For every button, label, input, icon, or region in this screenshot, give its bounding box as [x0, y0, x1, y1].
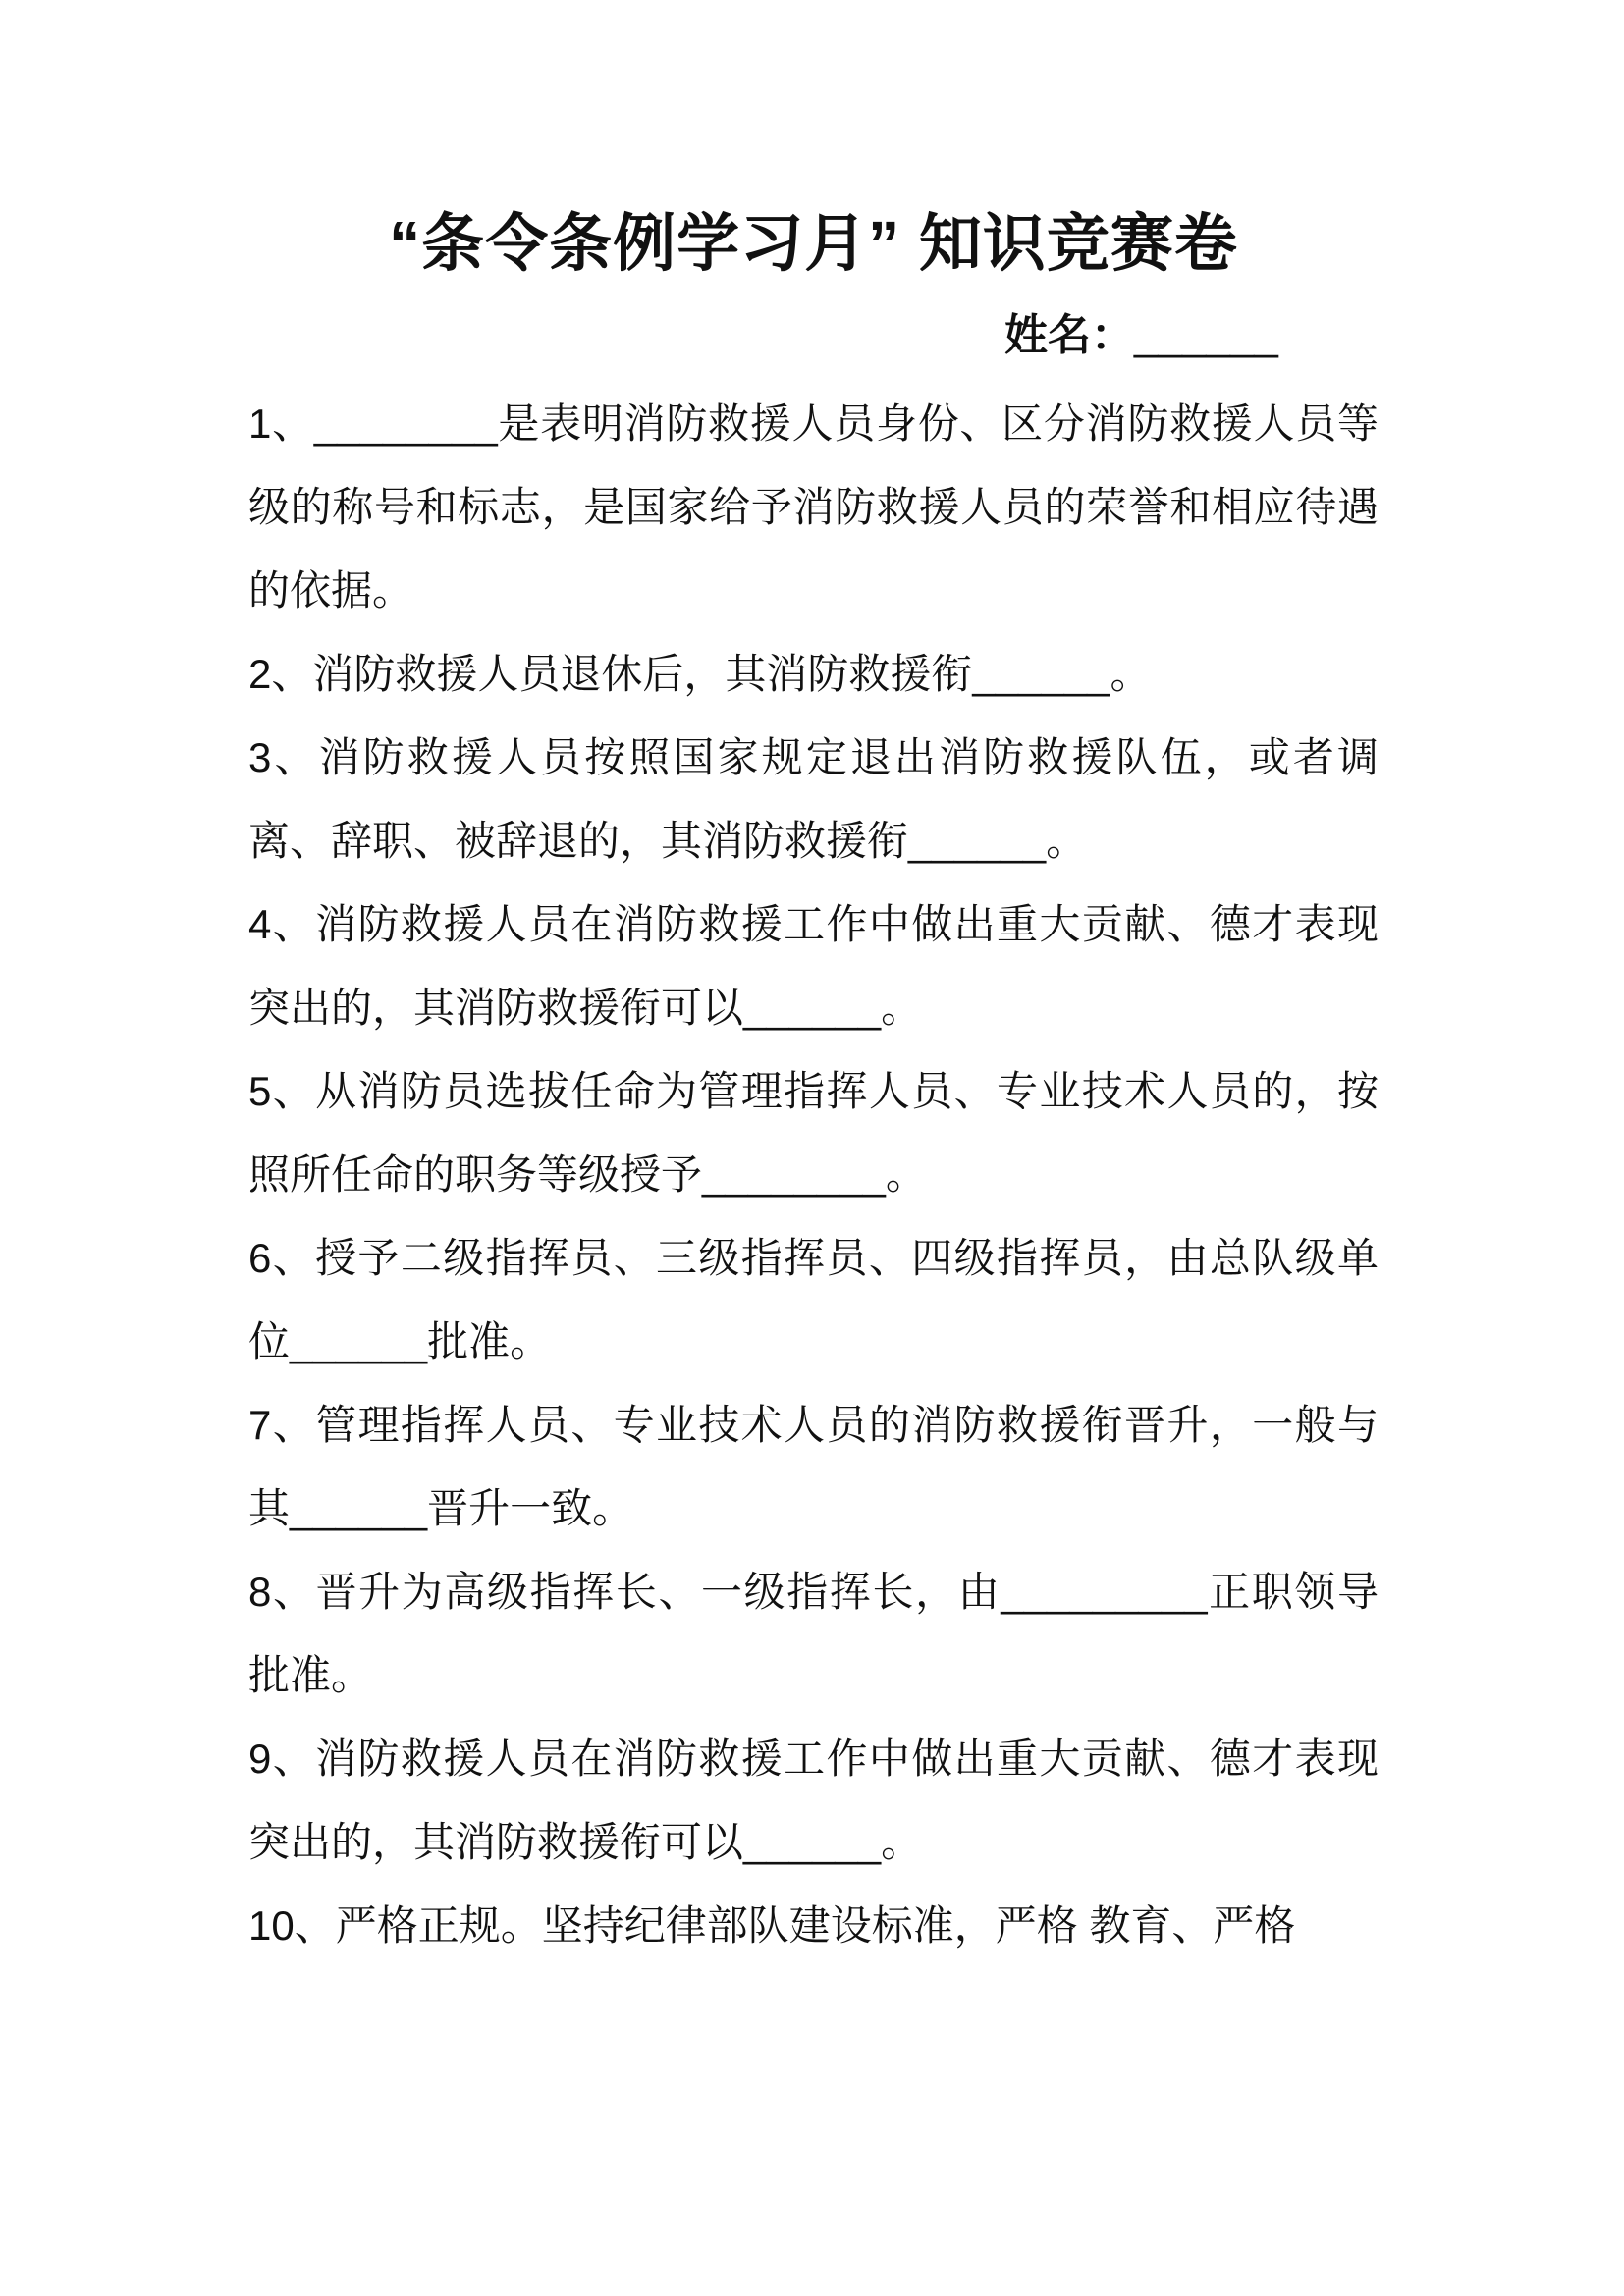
- name-label: 姓名：: [1004, 310, 1134, 359]
- name-blank: ______: [1134, 310, 1278, 359]
- question-8: 8、晋升为高级指挥长、一级指挥长，由_________正职领导批准。: [248, 1568, 1379, 1698]
- question-6: 6、授予二级指挥员、三级指挥员、四级指挥员，由总队级单位______批准。: [248, 1234, 1379, 1364]
- question-4: 4、消防救援人员在消防救援工作中做出重大贡献、德才表现突出的，其消防救援衔可以______。: [248, 900, 1379, 1031]
- question-10: 10、严格正规。坚持纪律部队建设标准，严格 教育、严格: [248, 1901, 1296, 1949]
- question-7: 7、管理指挥人员、专业技术人员的消防救援衔晋升，一般与其______晋升一致。: [248, 1401, 1379, 1531]
- question-3: 3、消防救援人员按照国家规定退出消防救援队伍，或者调离、辞职、被辞退的，其消防救援衔______。: [248, 733, 1379, 864]
- question-9: 9、消防救援人员在消防救援工作中做出重大贡献、德才表现突出的，其消防救援衔可以______。: [248, 1735, 1379, 1865]
- question-2: 2、消防救援人员退休后，其消防救援衔______。: [248, 650, 1152, 697]
- question-list: [248, 382, 1379, 1967]
- question-1: 1、________是表明消防救援人员身份、区分消防救援人员等级的称号和标志，是国家给予消防救援人员的荣誉和相应待遇的依据。: [248, 400, 1379, 614]
- name-line: [1004, 295, 1379, 376]
- page-title: “条令条例学习月” 知识竞赛卷: [389, 208, 1238, 279]
- question-5: 5、从消防员选拔任命为管理指挥人员、专业技术人员的，按照所任命的职务等级授予________。: [248, 1067, 1379, 1198]
